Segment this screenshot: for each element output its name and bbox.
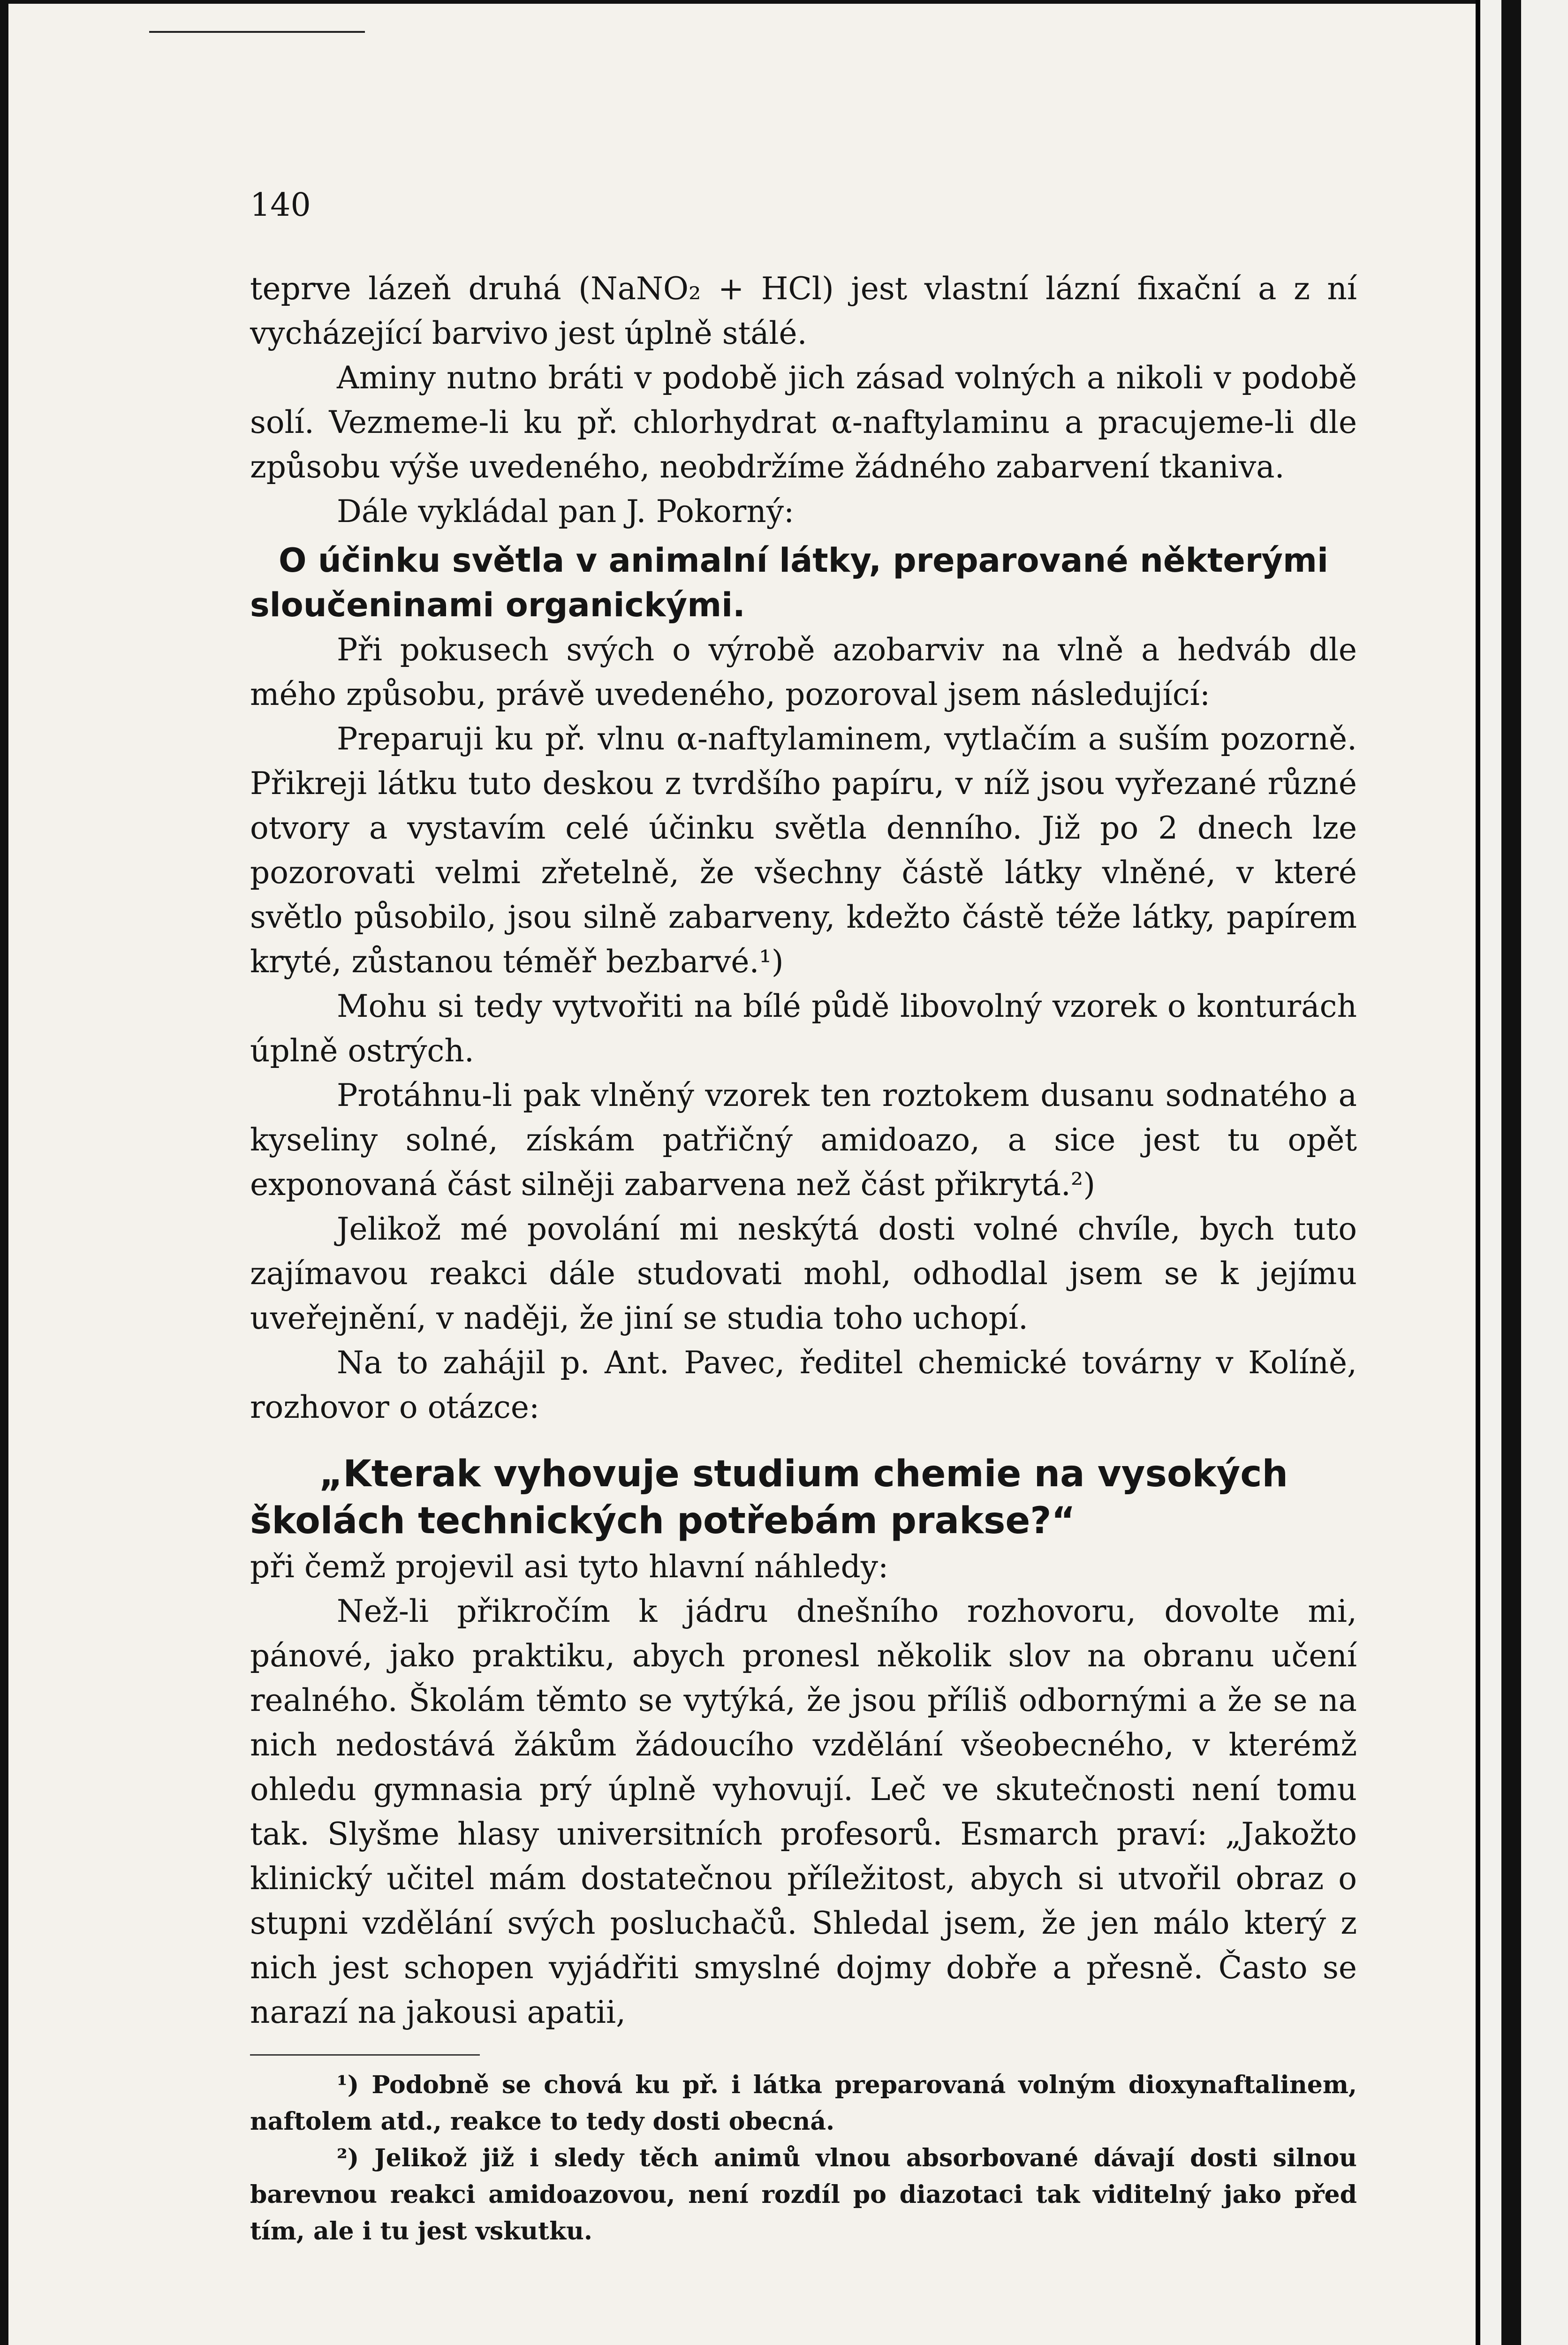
paragraph: Aminy nutno bráti v podobě jich zásad volných a nikoli v podobě solí. Vezmeme-li ku př. chlorhydrat α-naftylaminu a pracujeme-li dle způsobu výše uvedeného, neobdržíme žádného zabarvení tkaniva. — [250, 360, 1357, 485]
page-number: 140 — [250, 187, 311, 224]
paragraph: Preparuji ku př. vlnu α-naftylaminem, vytlačím a suším pozorně. Přikreji látku tuto deskou z tvrdšího papíru, v níž jsou vyřezané různé otvory a vystavím celé účinku světla denního. Již po 2 dnech lze pozorovati velmi zřetelně, že všechny částě látky vlněné, v které světlo působilo, jsou silně zabarveny, kdežto částě téže látky, papírem kryté, zůstanou téměř bezbarvé.¹) — [250, 721, 1357, 980]
footnote: ²) Jelikož již i sledy těch animů vlnou absorbované dávají dosti silnou barevnou reakci amidoazovou, není rozdíl po diazotaci tak viditelný jako před tím, ale i tu jest vskutku. — [250, 2144, 1357, 2246]
scanned-page — [8, 4, 1476, 2345]
paragraph: Na to zahájil p. Ant. Pavec, ředitel chemické továrny v Kolíně, rozhovor o otázce: — [250, 1345, 1357, 1425]
adjacent-page-edge — [1476, 0, 1568, 2345]
section-heading: „Kterak vyhovuje studium chemie na vysokých školách technických potřebám prakse?“ — [250, 1453, 1288, 1542]
paragraph: teprve lázeň druhá (NaNO₂ + HCl) jest vlastní lázní fixační a z ní vycházející barvivo jest úplně stálé. — [250, 271, 1357, 351]
paragraph: Protáhnu-li pak vlněný vzorek ten roztokem dusanu sodnatého a kyseliny solné, získám patřičný amidoazo, a sice jest tu opět exponovaná část silněji zabarvena než část přikrytá.²) — [250, 1077, 1357, 1203]
footnotes — [250, 2067, 1357, 2250]
page-body — [250, 4, 1357, 2250]
paragraph: při čemž projevil asi tyto hlavní náhledy: — [250, 1549, 889, 1585]
paragraph: Než-li přikročím k jádru dnešního rozhovoru, dovolte mi, pánové, jako praktiku, abych pronesl několik slov na obranu učení realného. Školám těmto se vytýká, že jsou příliš odbornými a že se na nich nedostává žákům žádoucího vzdělání všeobecného, v kterémž ohledu gymnasia prý úplně vyhovují. Leč ve skutečnosti není tomu tak. Slyšme hlasy universitních profesorů. Esmarch praví: „Jakožto klinický učitel mám dostatečnou příležitost, abych si utvořil obraz o stupni vzdělání svých posluchačů. Shledal jsem, že jen málo který z nich jest schopen vyjádřiti smyslné dojmy dobře a přesně. Často se narazí na jakousi apatii, — [250, 1593, 1357, 2030]
paragraph: Dále vykládal pan J. Pokorný: — [337, 493, 795, 530]
paragraph: Jelikož mé povolání mi neskýtá dosti volné chvíle, bych tuto zajímavou reakci dále studovati mohl, odhodlal jsem se k jejímu uveřejnění, v naději, že jiní se studia toho uchopí. — [250, 1211, 1357, 1336]
book-gutter — [1501, 0, 1521, 2345]
footnote-divider — [250, 2054, 480, 2056]
paragraph: Při pokusech svých o výrobě azobarviv na vlně a hedváb dle mého způsobu, právě uvedeného, pozoroval jsem následující: — [250, 632, 1357, 712]
footnote: ¹) Podobně se chová ku př. i látka preparovaná volným dioxynaftalinem, naftolem atd., reakce to tedy dosti obecná. — [250, 2071, 1357, 2136]
section-heading: O účinku světla v animalní látky, preparované některými sloučeninami organickými. — [250, 541, 1328, 624]
paragraph: Mohu si tedy vytvořiti na bílé půdě libovolný vzorek o konturách úplně ostrých. — [250, 988, 1357, 1069]
